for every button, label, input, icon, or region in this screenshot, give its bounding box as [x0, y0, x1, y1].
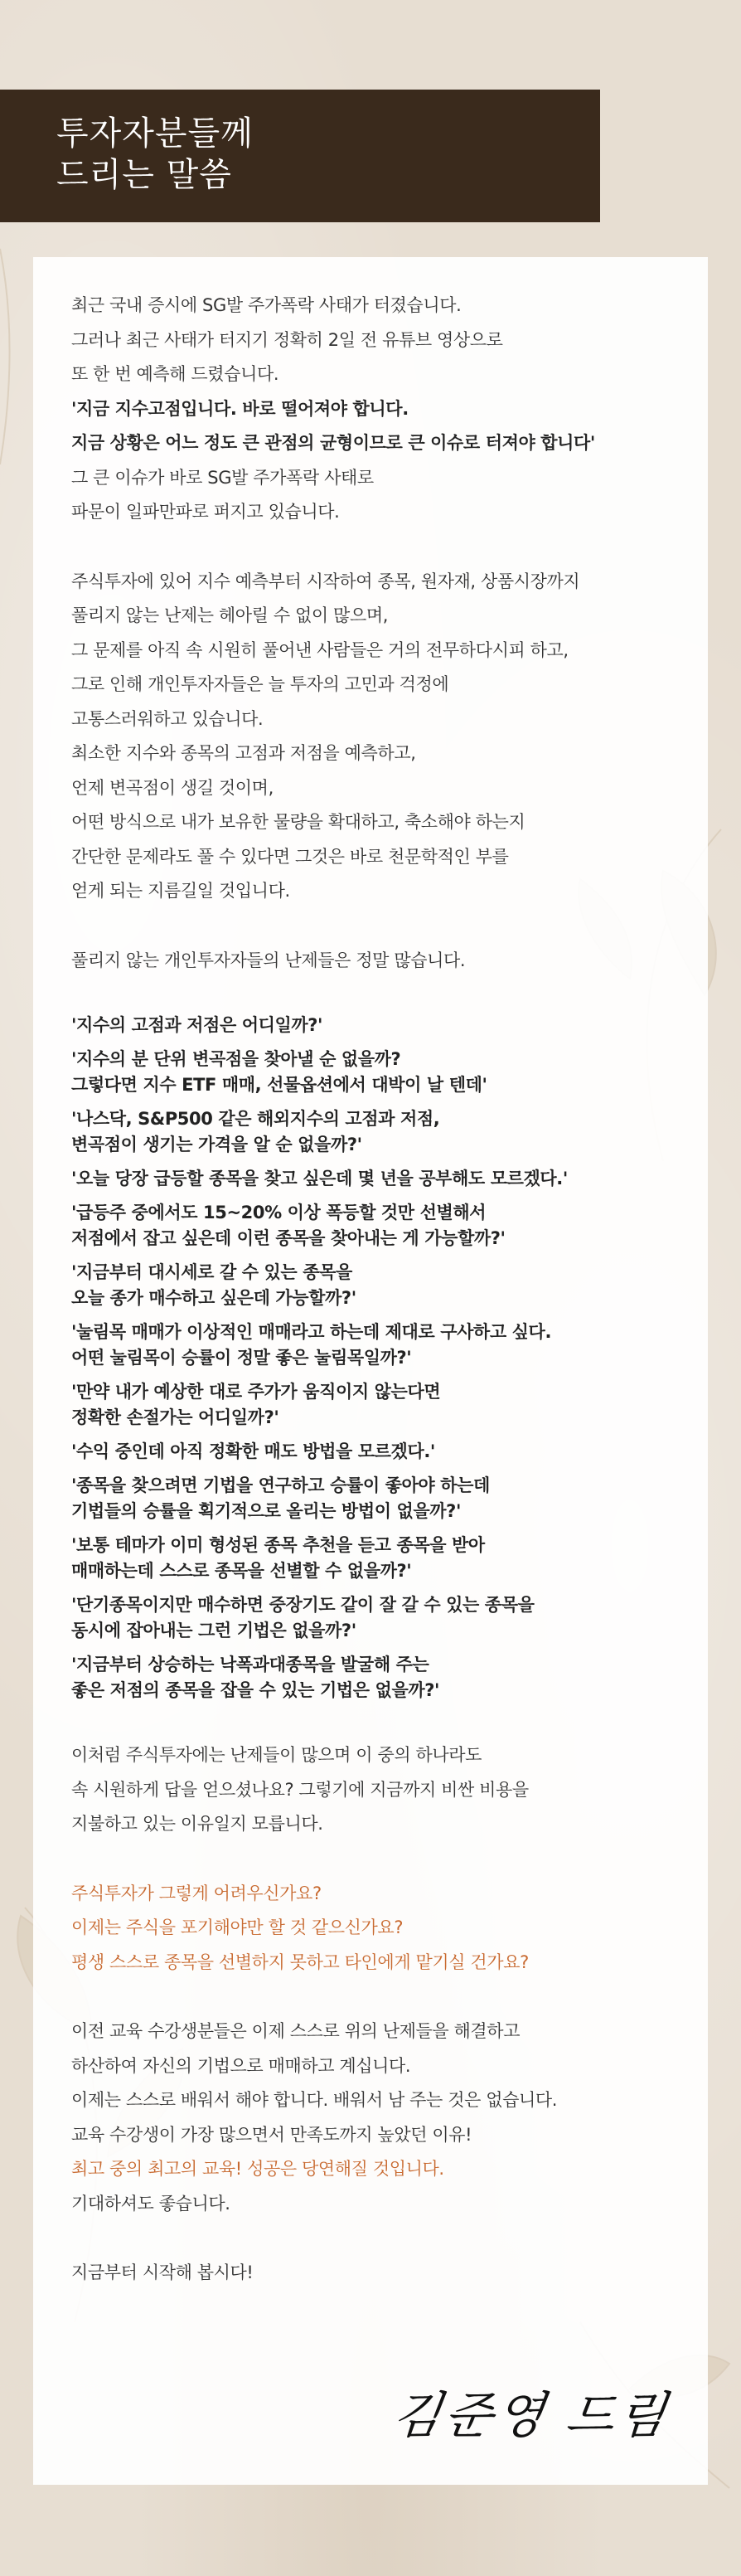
question-item: [71, 1439, 685, 1465]
question-line: '오늘 당장 급등할 종목을 찾고 싶은데 몇 년을 공부해도 모르겠다.': [71, 1169, 568, 1188]
text-line: 그로 인해 개인투자자들은 늘 투자의 고민과 걱정에: [71, 674, 449, 694]
author-signature: 김준영 드림: [389, 2387, 674, 2445]
text-line: 고통스러워하고 있습니다.: [71, 708, 264, 729]
question-line: '종목을 찾으려면 기법을 연구하고 승률이 좋아야 하는데: [71, 1475, 490, 1495]
message-content-panel: [33, 257, 708, 2485]
text-line: 기대하셔도 좋습니다.: [71, 2193, 230, 2214]
paragraph-call-to-action: [71, 2256, 685, 2291]
text-line: 지불하고 있는 이유일지 모릅니다.: [71, 1814, 323, 1834]
text-line: 간단한 문제라도 풀 수 있다면 그것은 바로 천문학적인 부를: [71, 846, 509, 867]
question-line: 그렇다면 지수 ETF 매매, 선물옵션에서 대박이 날 텐데': [71, 1075, 487, 1095]
paragraph-investor-problems: [71, 565, 685, 909]
text-line: 이제는 스스로 배워서 해야 합니다. 배워서 남 주는 것은 없습니다.: [71, 2090, 558, 2110]
paragraph-unsolved-intro: [71, 944, 685, 979]
question-item: [71, 1473, 685, 1524]
text-line: 이제는 주식을 포기해야만 할 것 같으신가요?: [71, 1917, 404, 1937]
text-line: 주식투자가 그렇게 어려우신가요?: [71, 1883, 322, 1903]
question-line: 변곡점이 생기는 가격을 알 순 없을까?': [71, 1135, 362, 1154]
text-line: 그 문제를 아직 속 시원히 풀어낸 사람들은 거의 전무하다시피 하고,: [71, 639, 569, 660]
question-item: [71, 1013, 685, 1038]
question-item: [71, 1652, 685, 1704]
question-line: 기법들의 승률을 획기적으로 올리는 방법이 없을까?': [71, 1501, 461, 1521]
question-line: 좋은 저점의 종목을 잡을 수 있는 기법은 없을까?': [71, 1680, 440, 1700]
text-line: 지금 상황은 어느 정도 큰 관점의 균형이므로 큰 이슈로 터져야 합니다': [71, 433, 595, 453]
text-line: 하산하여 자신의 기법으로 매매하고 계십니다.: [71, 2055, 411, 2076]
text-line: 얻게 되는 지름길일 것입니다.: [71, 881, 290, 901]
question-line: '눌림목 매매가 이상적인 매매라고 하는데 제대로 구사하고 싶다.: [71, 1322, 552, 1342]
text-line: 최소한 지수와 종목의 고점과 저점을 예측하고,: [71, 743, 416, 763]
paragraph-sg-crash: [71, 289, 685, 530]
text-line: 풀리지 않는 개인투자자들의 난제들은 정말 많습니다.: [71, 950, 466, 970]
question-item: [71, 1260, 685, 1311]
question-line: 어떤 눌림목이 승률이 정말 좋은 눌림목일까?': [71, 1348, 412, 1368]
text-line: 이전 교육 수강생분들은 이제 스스로 위의 난제들을 해결하고: [71, 2021, 521, 2041]
question-line: 저점에서 잡고 싶은데 이런 종목을 찾아내는 게 가능할까?': [71, 1228, 506, 1248]
question-line: 동시에 잡아내는 그런 기법은 없을까?': [71, 1621, 356, 1640]
question-item: [71, 1320, 685, 1371]
page-header-banner: [0, 90, 600, 222]
investor-questions-list: [71, 1013, 685, 1704]
question-item: [71, 1106, 685, 1158]
question-line: '지수의 고점과 저점은 어디일까?': [71, 1015, 323, 1035]
question-line: '나스닥, S&P500 같은 해외지수의 고점과 저점,: [71, 1109, 440, 1129]
text-line: 지금부터 시작해 봅시다!: [71, 2263, 254, 2282]
text-line: 파문이 일파만파로 퍼지고 있습니다.: [71, 502, 340, 522]
question-line: 오늘 종가 매수하고 싶은데 가능할까?': [71, 1288, 356, 1308]
text-line: 그 큰 이슈가 바로 SG발 주가폭락 사태로: [71, 467, 374, 488]
text-line: 언제 변곡점이 생길 것이며,: [71, 777, 274, 798]
question-line: '급등주 중에서도 15~20% 이상 폭등할 것만 선별해서: [71, 1203, 487, 1222]
question-item: [71, 1200, 685, 1252]
text-line: 최근 국내 증시에 SG발 주가폭락 사태가 터졌습니다.: [71, 295, 462, 315]
question-item: [71, 1047, 685, 1098]
question-line: '만약 내가 예상한 대로 주가가 움직이지 않는다면: [71, 1382, 441, 1402]
question-line: '지금부터 대시세로 갈 수 있는 종목을: [71, 1262, 352, 1282]
text-line: 이처럼 주식투자에는 난제들이 많으며 이 중의 하나라도: [71, 1745, 482, 1765]
message-body: [71, 289, 685, 2291]
question-line: '지금부터 상승하는 낙폭과대종목을 발굴해 주는: [71, 1655, 429, 1674]
question-item: [71, 1166, 685, 1192]
paragraph-costs: [71, 1738, 685, 1842]
text-line: 풀리지 않는 난제는 헤아릴 수 없이 많으며,: [71, 605, 388, 625]
text-line: 어떤 방식으로 내가 보유한 물량을 확대하고, 축소해야 하는지: [71, 812, 525, 832]
text-line: 또 한 번 예측해 드렸습니다.: [71, 364, 279, 384]
paragraph-rhetorical-questions: [71, 1877, 685, 1981]
text-line: 속 시원하게 답을 얻으셨나요? 그렇기에 지금까지 비싼 비용을: [71, 1779, 529, 1800]
text-line: 주식투자에 있어 지수 예측부터 시작하여 종목, 원자재, 상품시장까지: [71, 571, 580, 591]
question-line: '지수의 분 단위 변곡점을 찾아낼 순 없을까?: [71, 1049, 401, 1069]
header-title-line-2: 드리는 말씀: [56, 156, 232, 194]
header-title-line-1: 투자자분들께: [56, 114, 254, 153]
text-line: 평생 스스로 종목을 선별하지 못하고 타인에게 맡기실 건가요?: [71, 1951, 529, 1972]
question-line: 매매하는데 스스로 종목을 선별할 수 없을까?': [71, 1561, 412, 1581]
text-line: 교육 수강생이 가장 많으면서 만족도까지 높았던 이유!: [71, 2124, 472, 2145]
question-line: '수익 중인데 아직 정확한 매도 방법을 모르겠다.': [71, 1441, 435, 1461]
text-line: 최고 중의 최고의 교육! 성공은 당연해질 것입니다.: [71, 2159, 444, 2179]
paragraph-education: [71, 2015, 685, 2221]
question-item: [71, 1592, 685, 1644]
question-item: [71, 1533, 685, 1584]
question-line: '보통 테마가 이미 형성된 종목 추천을 듣고 종목을 받아: [71, 1535, 485, 1555]
question-line: '단기종목이지만 매수하면 중장기도 같이 잘 갈 수 있는 종목을: [71, 1595, 535, 1615]
text-line: 그러나 최근 사태가 터지기 정확히 2일 전 유튜브 영상으로: [71, 329, 503, 350]
text-line: '지금 지수고점입니다. 바로 떨어져야 합니다.: [71, 398, 409, 419]
question-item: [71, 1379, 685, 1431]
question-line: 정확한 손절가는 어디일까?': [71, 1407, 279, 1427]
